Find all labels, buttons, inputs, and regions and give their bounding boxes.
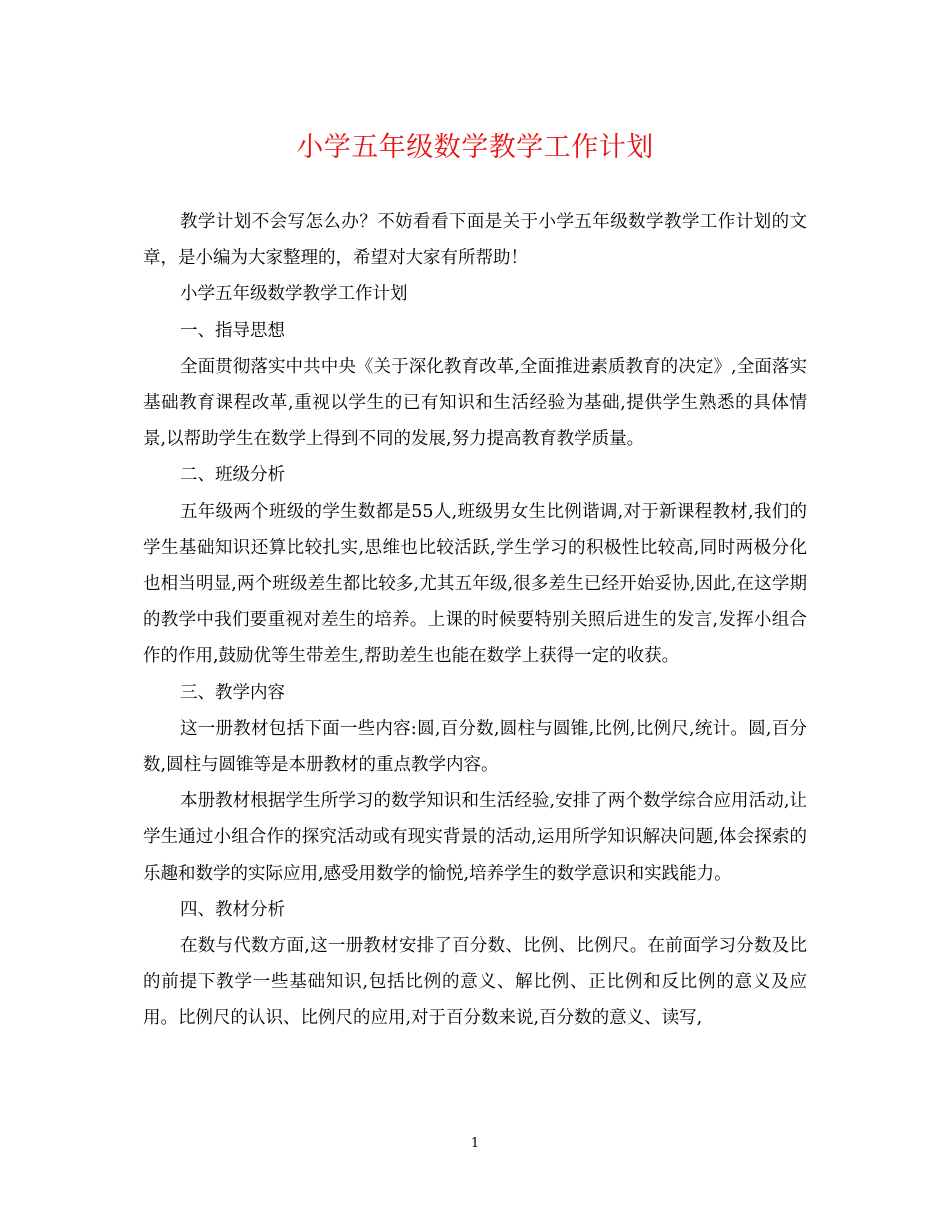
- intro-paragraph: 教学计划不会写怎么办？不妨看看下面是关于小学五年级数学教学工作计划的文章，是小编为大家整理的，希望对大家有所帮助！: [143, 212, 807, 269]
- guiding-ideology-paragraph: 全面贯彻落实中共中央《关于深化教育改革,全面推进素质教育的决定》,全面落实基础教育课程改革,重视以学生的已有知识和生活经验为基础,提供学生熟悉的具体情景,以帮助学生在数学上得到不同的发展,努力提高教育教学质量。: [143, 356, 807, 450]
- teaching-content-paragraph-2: 本册教材根据学生所学习的数学知识和生活经验,安排了两个数学综合应用活动,让学生通过小组合作的探究活动或有现实背景的活动,运用所学知识解决问题,体会探索的乐趣和数学的实际应用,感受用数学的愉悦,培养学生的数学意识和实践能力。: [143, 791, 807, 884]
- section-heading-teaching-content: 三、教学内容: [180, 682, 285, 703]
- class-analysis-paragraph: 五年级两个班级的学生数都是55人,班级男女生比例谐调,对于新课程教材,我们的学生基础知识还算比较扎实,思维也比较活跃,学生学习的积极性比较高,同时两极分化也相当明显,两个班级差生都比较多,尤其五年级,很多差生已经开始妥协,因此,在这学期的教学中我们要重视对差生的培养。上课的时候要特别关照后进生的发言,发挥小组合作的作用,鼓励优等生带差生,帮助差生也能在数学上获得一定的收获。: [143, 501, 807, 667]
- material-analysis-paragraph: 在数与代数方面,这一册教材安排了百分数、比例、比例尺。在前面学习分数及比的前提下教学一些基础知识,包括比例的意义、解比例、正比例和反比例的意义及应用。比例尺的认识、比例尺的应用,对于百分数来说,百分数的意义、读写,: [143, 936, 807, 1029]
- section-heading-class-analysis: 二、班级分析: [180, 465, 285, 486]
- page-number: 1: [470, 1136, 480, 1151]
- plan-heading: 小学五年级数学教学工作计划: [180, 284, 408, 305]
- teaching-content-paragraph: 这一册教材包括下面一些内容:圆,百分数,圆柱与圆锥,比例,比例尺,统计。圆,百分数,圆柱与圆锥等是本册教材的重点教学内容。: [143, 718, 807, 776]
- document-body: [143, 204, 807, 1037]
- section-heading-guiding-ideology: 一、指导思想: [180, 320, 285, 341]
- section-heading-material-analysis: 四、教材分析: [180, 899, 285, 920]
- document-title: 小学五年级数学教学工作计划: [296, 132, 654, 163]
